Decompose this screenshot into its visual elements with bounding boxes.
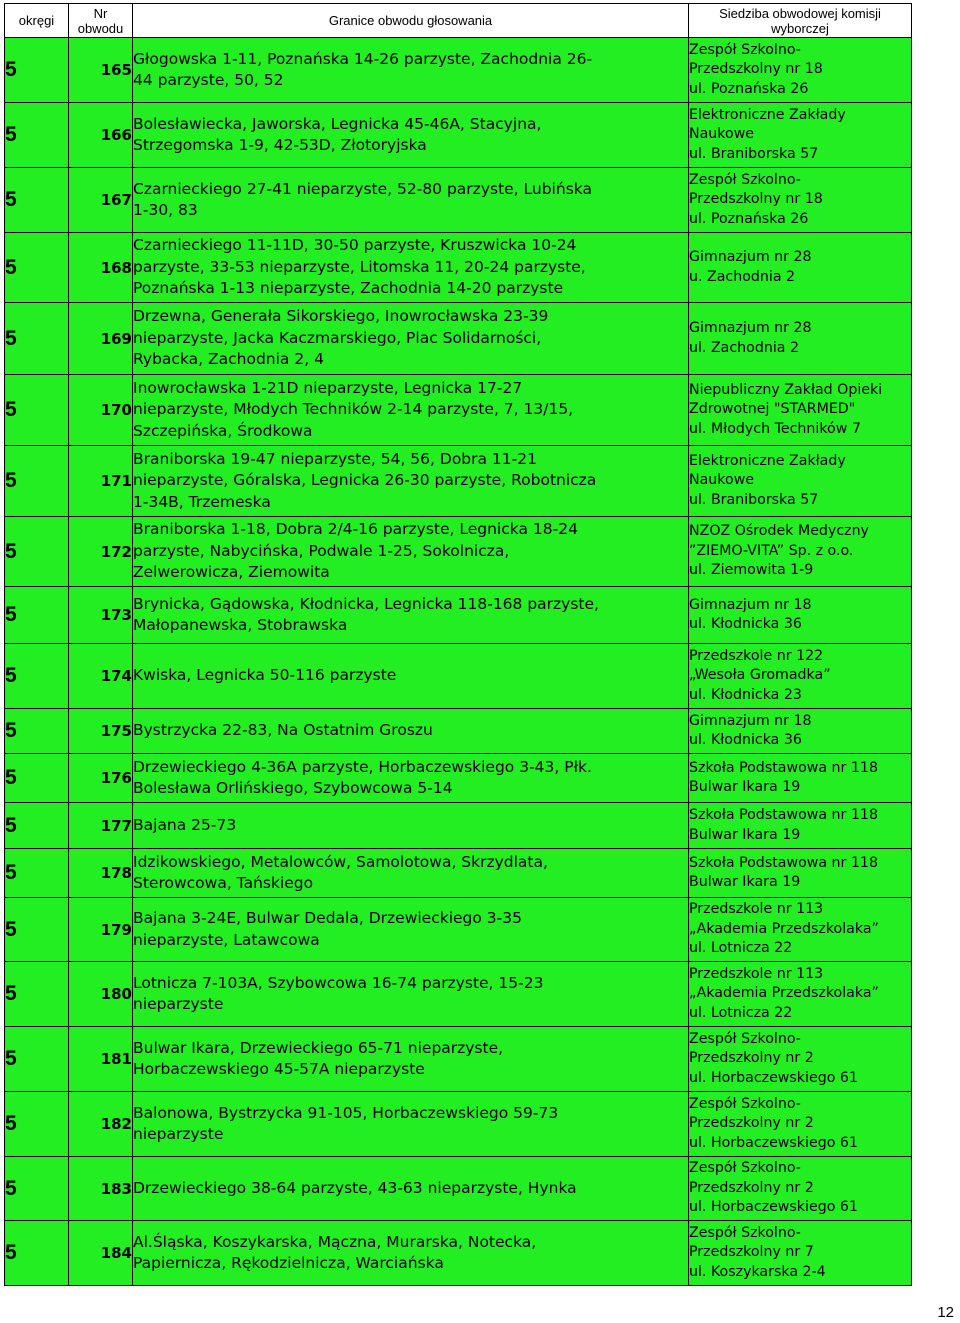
districts-table xyxy=(4,3,912,1286)
siedziba-line: ul. Poznańska 26 xyxy=(689,80,809,97)
okreg-cell: 5 xyxy=(5,1157,69,1221)
siedziba-line: Zespół Szkolno- xyxy=(689,1160,801,1177)
granice-line: Drzewieckiego 38-64 parzyste, 43-63 nieparzyste, Hynka xyxy=(133,1178,577,1197)
okreg-cell: 5 xyxy=(5,709,69,754)
siedziba-line: ul. Koszykarska 2-4 xyxy=(689,1263,826,1280)
okreg-cell: 5 xyxy=(5,754,69,803)
granice-line: Głogowska 1-11, Poznańska 14-26 parzyste, Zachodnia 26- xyxy=(133,49,593,68)
granice-line: Balonowa, Bystrzycka 91-105, Horbaczewskiego 59-73 xyxy=(133,1103,559,1122)
siedziba-line: Zespół Szkolno- xyxy=(689,41,801,58)
siedziba-line: Naukowe xyxy=(689,472,755,489)
table-row xyxy=(5,587,912,644)
okreg-cell: 5 xyxy=(5,38,69,103)
siedziba-line: u. Zachodnia 2 xyxy=(689,268,796,285)
okreg-cell: 5 xyxy=(5,587,69,644)
okreg-cell: 5 xyxy=(5,1221,69,1286)
siedziba-line: Zespół Szkolno- xyxy=(689,171,801,188)
nr-obwodu-cell: 176 xyxy=(69,754,133,803)
siedziba-line: Szkoła Podstawowa nr 118 xyxy=(689,854,878,871)
nr-obwodu-cell: 177 xyxy=(69,803,133,849)
okreg-cell: 5 xyxy=(5,375,69,446)
siedziba-cell xyxy=(689,38,912,103)
siedziba-cell xyxy=(689,849,912,898)
granice-line: nieparzyste xyxy=(133,995,224,1013)
granice-line: Al.Śląska, Koszykarska, Mączna, Murarska, Notecka, xyxy=(133,1232,537,1251)
granice-cell xyxy=(133,375,689,446)
nr-obwodu-cell: 173 xyxy=(69,587,133,644)
table-row xyxy=(5,644,912,709)
table-row xyxy=(5,754,912,803)
siedziba-line: Zdrowotnej "STARMED" xyxy=(689,401,856,418)
nr-obwodu-cell: 167 xyxy=(69,168,133,233)
granice-cell xyxy=(133,1092,689,1157)
siedziba-line: ul. Młodych Techników 7 xyxy=(689,420,861,437)
header-granice: Granice obwodu głosowania xyxy=(133,4,689,38)
granice-cell xyxy=(133,38,689,103)
siedziba-line: Zespół Szkolno- xyxy=(689,1224,801,1241)
granice-line: Braniborska 19-47 nieparzyste, 54, 56, Dobra 11-21 xyxy=(133,449,537,468)
nr-obwodu-cell: 170 xyxy=(69,375,133,446)
granice-line: Braniborska 1-18, Dobra 2/4-16 parzyste, Legnicka 18-24 xyxy=(133,520,578,539)
okreg-cell: 5 xyxy=(5,962,69,1027)
siedziba-cell xyxy=(689,803,912,849)
header-siedziba xyxy=(689,4,912,38)
header-row xyxy=(5,4,912,38)
siedziba-line: Przedszkolny nr 2 xyxy=(689,1050,814,1067)
nr-obwodu-cell: 183 xyxy=(69,1157,133,1221)
siedziba-line: „Akademia Przedszkolaka” xyxy=(689,985,879,1002)
siedziba-cell xyxy=(689,103,912,168)
table-row xyxy=(5,962,912,1027)
granice-line: parzyste, Nabycińska, Podwale 1-25, Sokolnicza, xyxy=(133,541,510,560)
table-row xyxy=(5,1092,912,1157)
granice-line: Rybacka, Zachodnia 2, 4 xyxy=(133,350,324,369)
granice-line: Brynicka, Gądowska, Kłodnicka, Legnicka 118-168 parzyste, xyxy=(133,594,599,613)
header-siedziba-line-2: wyborczej xyxy=(771,20,829,36)
nr-obwodu-cell: 182 xyxy=(69,1092,133,1157)
siedziba-cell xyxy=(689,446,912,517)
okreg-cell: 5 xyxy=(5,1092,69,1157)
siedziba-line: Bulwar Ikara 19 xyxy=(689,779,801,795)
siedziba-line: Przedszkolny nr 18 xyxy=(689,61,823,78)
granice-cell xyxy=(133,898,689,962)
granice-cell xyxy=(133,754,689,803)
granice-line: Czarnieckiego 27-41 nieparzyste, 52-80 parzyste, Lubińska xyxy=(133,179,592,198)
granice-line: parzyste, 33-53 nieparzyste, Litomska 11, 20-24 parzyste, xyxy=(133,257,586,276)
okreg-cell: 5 xyxy=(5,446,69,517)
siedziba-cell xyxy=(689,517,912,587)
siedziba-cell xyxy=(689,754,912,803)
siedziba-line: ul. Ziemowita 1-9 xyxy=(689,562,814,579)
siedziba-cell xyxy=(689,587,912,644)
siedziba-line: Naukowe xyxy=(689,126,755,143)
granice-line: 44 parzyste, 50, 52 xyxy=(133,71,284,89)
nr-obwodu-cell: 180 xyxy=(69,962,133,1027)
nr-obwodu-cell: 184 xyxy=(69,1221,133,1286)
granice-line: Drzewna, Generała Sikorskiego, Inowrocławska 23-39 xyxy=(133,307,549,326)
siedziba-line: Elektroniczne Zakłady xyxy=(689,452,846,469)
table-row xyxy=(5,168,912,233)
siedziba-cell xyxy=(689,1092,912,1157)
granice-line: nieparzyste, Młodych Techników 2-14 parzyste, 7, 13/15, xyxy=(133,400,574,419)
granice-line: Strzegomska 1-9, 42-53D, Złotoryjska xyxy=(133,136,427,154)
table-row xyxy=(5,38,912,103)
granice-line: Bulwar Ikara, Drzewieckiego 65-71 nieparzyste, xyxy=(133,1038,504,1057)
granice-line: nieparzyste, Góralska, Legnicka 26-30 parzyste, Robotnicza xyxy=(133,471,597,490)
granice-cell xyxy=(133,103,689,168)
siedziba-cell xyxy=(689,168,912,233)
header-obwodu: obwodu xyxy=(77,20,124,36)
siedziba-line: ul. Braniborska 57 xyxy=(689,145,819,162)
siedziba-cell xyxy=(689,233,912,303)
table-row xyxy=(5,803,912,849)
siedziba-line: Bulwar Ikara 19 xyxy=(689,874,801,890)
siedziba-line: NZOZ Ośrodek Medyczny xyxy=(689,523,869,540)
okreg-cell: 5 xyxy=(5,803,69,849)
siedziba-line: ul. Braniborska 57 xyxy=(689,491,819,508)
header-nr: Nr xyxy=(93,5,108,21)
granice-line: Bolesława Orlińskiego, Szybowcowa 5-14 xyxy=(133,779,453,797)
granice-line: Idzikowskiego, Metalowców, Samolotowa, Skrzydlata, xyxy=(133,852,548,871)
table-row xyxy=(5,898,912,962)
nr-obwodu-cell: 166 xyxy=(69,103,133,168)
nr-obwodu-cell: 174 xyxy=(69,644,133,709)
siedziba-line: Elektroniczne Zakłady xyxy=(689,106,846,123)
siedziba-line: Zespół Szkolno- xyxy=(689,1030,801,1047)
granice-line: Drzewieckiego 4-36A parzyste, Horbaczewskiego 3-43, Płk. xyxy=(133,757,592,776)
nr-obwodu-cell: 168 xyxy=(69,233,133,303)
siedziba-cell xyxy=(689,1157,912,1221)
siedziba-line: ”ZIEMO-VITA” Sp. z o.o. xyxy=(689,542,854,559)
table-row xyxy=(5,849,912,898)
siedziba-line: Przedszkolny nr 2 xyxy=(689,1179,814,1196)
granice-line: Lotnicza 7-103A, Szybowcowa 16-74 parzyste, 15-23 xyxy=(133,973,544,992)
granice-line: Sterowcowa, Tańskiego xyxy=(133,874,314,892)
granice-cell xyxy=(133,446,689,517)
granice-line: Inowrocławska 1-21D nieparzyste, Legnicka 17-27 xyxy=(133,378,523,397)
siedziba-line: Szkoła Podstawowa nr 118 xyxy=(689,759,878,776)
page-number: 12 xyxy=(937,1304,954,1321)
table-row xyxy=(5,517,912,587)
siedziba-line: Szkoła Podstawowa nr 118 xyxy=(689,807,878,823)
siedziba-cell xyxy=(689,303,912,375)
granice-cell xyxy=(133,233,689,303)
okreg-cell: 5 xyxy=(5,517,69,587)
header-okregi: okręgi xyxy=(5,4,69,38)
granice-line: Bystrzycka 22-83, Na Ostatnim Groszu xyxy=(133,721,433,740)
table-row xyxy=(5,303,912,375)
siedziba-cell xyxy=(689,1027,912,1092)
siedziba-cell xyxy=(689,709,912,754)
siedziba-line: ul. Horbaczewskiego 61 xyxy=(689,1069,858,1086)
nr-obwodu-cell: 172 xyxy=(69,517,133,587)
table-row xyxy=(5,1027,912,1092)
siedziba-line: Przedszkolny nr 7 xyxy=(689,1244,814,1261)
granice-cell xyxy=(133,1027,689,1092)
okreg-cell: 5 xyxy=(5,168,69,233)
nr-obwodu-cell: 165 xyxy=(69,38,133,103)
granice-line: Bajana 3-24E, Bulwar Dedala, Drzewieckiego 3-35 xyxy=(133,909,522,927)
siedziba-cell xyxy=(689,375,912,446)
granice-cell xyxy=(133,644,689,709)
granice-cell xyxy=(133,709,689,754)
granice-line: Bolesławiecka, Jaworska, Legnicka 45-46A, Stacyjna, xyxy=(133,114,542,133)
siedziba-line: Przedszkole nr 113 xyxy=(689,901,824,918)
siedziba-line: Przedszkolny nr 2 xyxy=(689,1115,814,1132)
siedziba-line: ul. Kłodnicka 36 xyxy=(689,732,802,748)
granice-cell xyxy=(133,849,689,898)
okreg-cell: 5 xyxy=(5,898,69,962)
granice-line: 1-30, 83 xyxy=(133,201,198,219)
siedziba-line: ul. Zachodnia 2 xyxy=(689,339,800,356)
nr-obwodu-cell: 179 xyxy=(69,898,133,962)
siedziba-line: ul. Horbaczewskiego 61 xyxy=(689,1134,858,1151)
okreg-cell: 5 xyxy=(5,1027,69,1092)
table-row xyxy=(5,375,912,446)
granice-cell xyxy=(133,517,689,587)
nr-obwodu-cell: 175 xyxy=(69,709,133,754)
siedziba-cell xyxy=(689,898,912,962)
granice-line: Horbaczewskiego 45-57A nieparzyste xyxy=(133,1060,425,1078)
siedziba-cell xyxy=(689,962,912,1027)
granice-line: Szczepińska, Środkowa xyxy=(133,421,313,440)
table-row xyxy=(5,446,912,517)
siedziba-line: ul. Horbaczewskiego 61 xyxy=(689,1199,858,1216)
nr-obwodu-cell: 181 xyxy=(69,1027,133,1092)
granice-cell xyxy=(133,168,689,233)
granice-cell xyxy=(133,303,689,375)
granice-line: Poznańska 1-13 nieparzyste, Zachodnia 14-20 parzyste xyxy=(133,279,564,298)
header-nr-obwodu xyxy=(69,4,133,38)
siedziba-line: ul. Kłodnicka 23 xyxy=(689,686,802,703)
granice-line: Kwiska, Legnicka 50-116 parzyste xyxy=(133,666,397,685)
siedziba-line: ul. Lotnicza 22 xyxy=(689,1004,793,1021)
okreg-cell: 5 xyxy=(5,303,69,375)
siedziba-line: „Akademia Przedszkolaka” xyxy=(689,920,879,937)
siedziba-line: Gimnazjum nr 28 xyxy=(689,249,812,265)
granice-cell xyxy=(133,587,689,644)
granice-cell xyxy=(133,803,689,849)
siedziba-line: Bulwar Ikara 19 xyxy=(689,826,801,843)
nr-obwodu-cell: 171 xyxy=(69,446,133,517)
granice-line: 1-34B, Trzemeska xyxy=(133,492,271,511)
granice-line: Małopanewska, Stobrawska xyxy=(133,616,348,634)
siedziba-line: ul. Poznańska 26 xyxy=(689,210,809,227)
siedziba-line: ul. Lotnicza 22 xyxy=(689,940,793,957)
siedziba-line: „Wesoła Gromadka” xyxy=(689,667,831,684)
granice-line: nieparzyste, Jacka Kaczmarskiego, Plac Solidarności, xyxy=(133,328,542,347)
siedziba-line: Niepubliczny Zakład Opieki xyxy=(689,381,883,398)
table-row xyxy=(5,709,912,754)
okreg-cell: 5 xyxy=(5,233,69,303)
granice-cell xyxy=(133,1157,689,1221)
table-row xyxy=(5,1221,912,1286)
siedziba-cell xyxy=(689,644,912,709)
table-row xyxy=(5,1157,912,1221)
siedziba-line: Gimnazjum nr 28 xyxy=(689,320,812,336)
okreg-cell: 5 xyxy=(5,849,69,898)
okreg-cell: 5 xyxy=(5,644,69,709)
siedziba-line: ul. Kłodnicka 36 xyxy=(689,616,802,632)
granice-line: Papiernicza, Rękodzielnicza, Warciańska xyxy=(133,1254,444,1272)
siedziba-line: Zespół Szkolno- xyxy=(689,1095,801,1112)
siedziba-cell xyxy=(689,1221,912,1286)
okreg-cell: 5 xyxy=(5,103,69,168)
table-row xyxy=(5,233,912,303)
granice-line: nieparzyste, Latawcowa xyxy=(133,930,320,949)
table-row xyxy=(5,103,912,168)
granice-line: Czarnieckiego 11-11D, 30-50 parzyste, Kruszwicka 10-24 xyxy=(133,236,577,255)
siedziba-line: Przedszkole nr 113 xyxy=(689,965,824,982)
granice-line: Bajana 25-73 xyxy=(133,815,237,834)
nr-obwodu-cell: 169 xyxy=(69,303,133,375)
siedziba-line: Gimnazjum nr 18 xyxy=(689,712,812,729)
granice-line: nieparzyste xyxy=(133,1125,224,1143)
header-siedziba-line-1: Siedziba obwodowej komisji xyxy=(719,5,881,21)
granice-cell xyxy=(133,962,689,1027)
table-body xyxy=(5,38,912,1286)
siedziba-line: Przedszkole nr 122 xyxy=(689,647,824,664)
nr-obwodu-cell: 178 xyxy=(69,849,133,898)
granice-cell xyxy=(133,1221,689,1286)
granice-line: Zelwerowicza, Ziemowita xyxy=(133,563,330,582)
siedziba-line: Przedszkolny nr 18 xyxy=(689,191,823,208)
siedziba-line: Gimnazjum nr 18 xyxy=(689,596,812,613)
